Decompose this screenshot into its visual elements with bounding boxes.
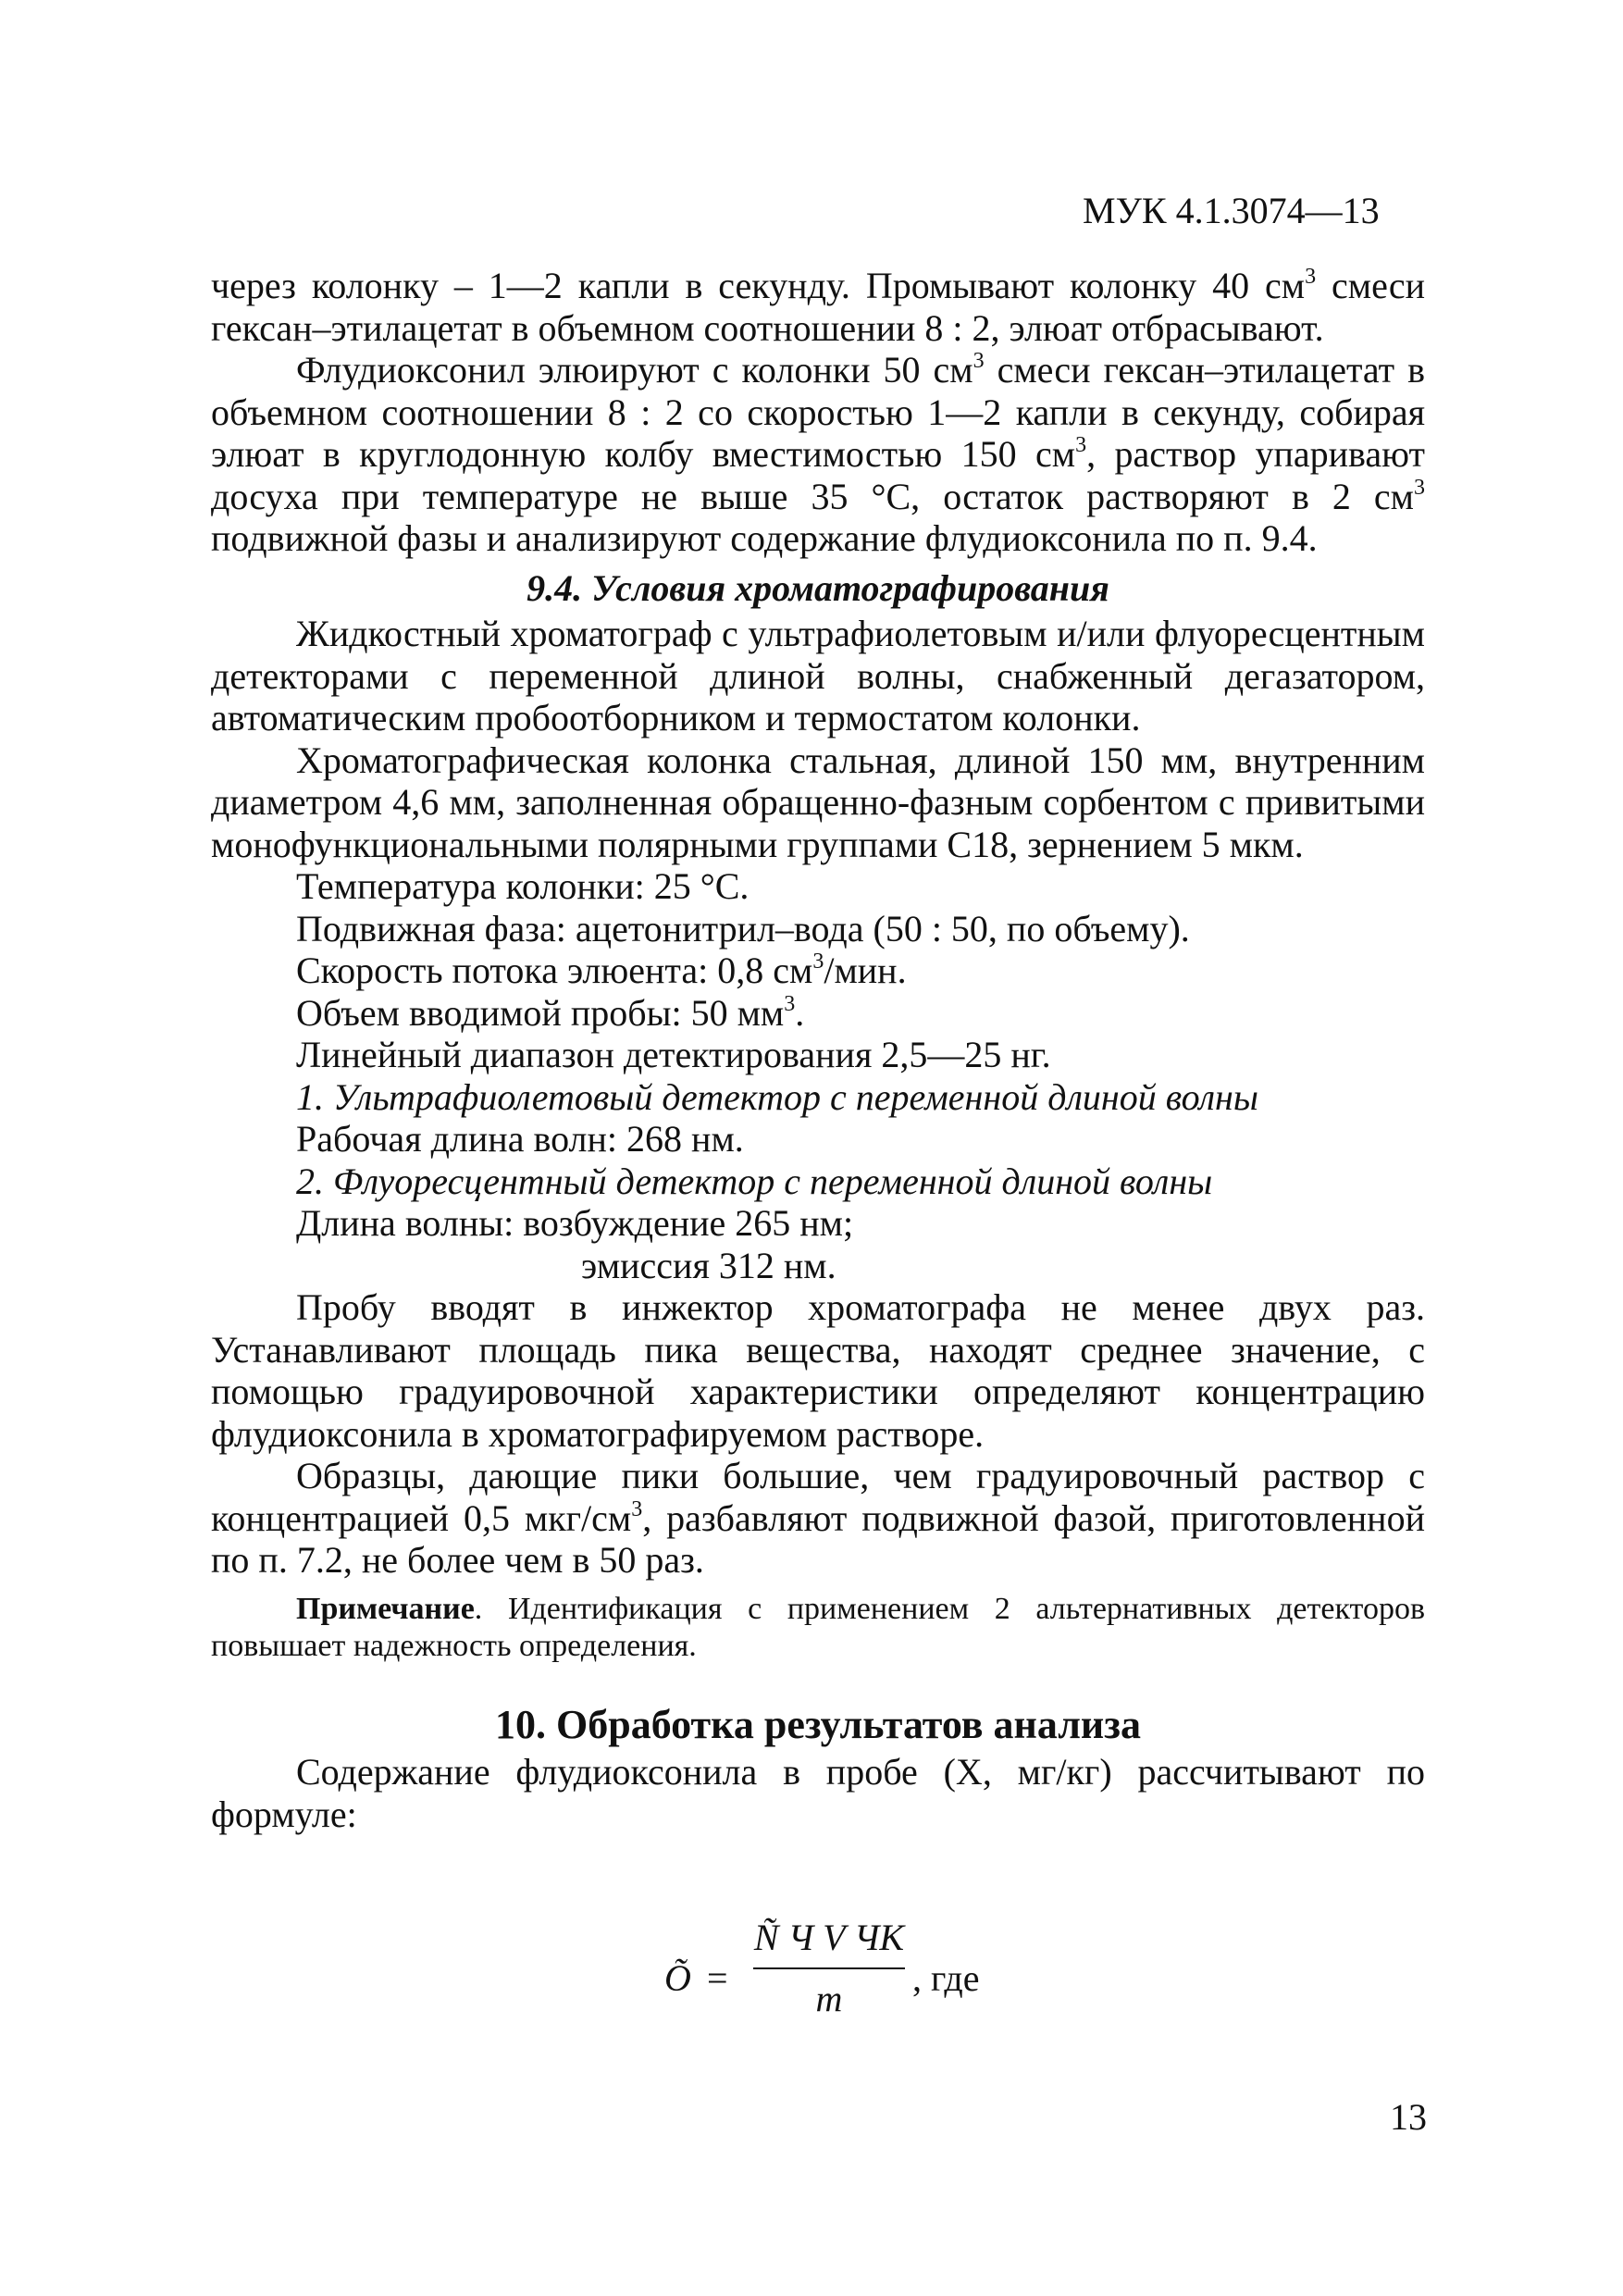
- paragraph: Содержание флудиоксонила в пробе (X, мг/кг) рассчитывают по формуле:: [211, 1751, 1425, 1835]
- text: Флудиоксонил элюируют с колонки 50 см: [296, 349, 973, 391]
- paragraph: [211, 265, 1425, 349]
- paragraph: Пробу вводят в инжектор хроматографа не менее двух раз. Устанавливают площадь пика вещества, находят среднее значение, с помощью градуировочной характеристики определяют концентрацию флудиоксонила в хроматографируемом растворе.: [211, 1286, 1425, 1455]
- paragraph: [211, 349, 1425, 560]
- superscript: 3: [631, 1496, 643, 1521]
- text: подвижной фазы и анализируют содержание флудиоксонила по п. 9.4.: [211, 517, 1318, 559]
- note: [211, 1591, 1425, 1665]
- superscript: 3: [973, 349, 985, 373]
- paragraph: [211, 1455, 1425, 1582]
- superscript: 3: [1414, 475, 1425, 500]
- text: смеси гексан–этилацетат в объемном соотношении 8 : 2, элюат отбрасывают.: [211, 265, 1425, 349]
- mobile-phase: Подвижная фаза: ацетонитрил–вода (50 : 50, по объему).: [296, 907, 1190, 949]
- body-text: [211, 265, 1425, 1835]
- formula-lhs: Õ: [664, 1957, 691, 1999]
- formula-equals: =: [707, 1957, 728, 1999]
- uv-detector-heading: 1. Ультрафиолетовый детектор с переменной длиной волны: [296, 1075, 1258, 1118]
- emission-wavelength: эмиссия 312 нм.: [581, 1244, 836, 1286]
- excitation-wavelength: Длина волны: возбуждение 265 нм;: [296, 1202, 854, 1244]
- injection-volume: [211, 992, 1425, 1035]
- superscript: 3: [784, 991, 796, 1016]
- text: смеси гексан–этилацетат в объемном соотношении 8 : 2 со скоростью 1—2 капли в секунду, собирая элюат в круглодонную колбу вместимостью 150 см: [211, 349, 1425, 475]
- text: .: [795, 991, 805, 1034]
- formula-denominator: m: [815, 1978, 843, 2019]
- text: Скорость потока элюента: 0,8 см: [296, 949, 813, 991]
- note-text: . Идентификация с применением 2 альтернативных детекторов повышает надежность определения.: [211, 1591, 1425, 1663]
- text: , разбавляют подвижной фазой, приготовленной по п. 7.2, не более чем в 50 раз.: [211, 1496, 1425, 1581]
- fraction-bar: [753, 1967, 905, 1969]
- section-heading-9-4: 9.4. Условия хроматографирования: [527, 566, 1109, 609]
- paragraph: Жидкостный хроматограф с ультрафиолетовым и/или флуоресцентным детекторами с переменной длиной волны, снабженный дегазатором, автоматическим пробоотборником и термостатом колонки.: [211, 613, 1425, 738]
- column-temperature: Температура колонки: 25 °С.: [296, 865, 750, 907]
- formula-suffix: , где: [912, 1957, 980, 1999]
- section-heading-10: 10. Обработка результатов анализа: [495, 1701, 1141, 1747]
- note-label: Примечание: [296, 1591, 475, 1626]
- text: через колонку – 1—2 капли в секунду. Промывают колонку 40 см: [211, 265, 1306, 306]
- superscript: 3: [1305, 265, 1317, 289]
- text: Объем вводимой пробы: 50 мм: [296, 991, 785, 1034]
- fluorescence-detector-heading: 2. Флуоресцентный детектор с переменной длиной волны: [296, 1160, 1213, 1202]
- formula: [664, 1916, 1016, 2017]
- formula-numerator: Ñ Ч V ЧK: [753, 1917, 905, 1958]
- text: /мин.: [824, 949, 907, 991]
- uv-wavelength: Рабочая длина волн: 268 нм.: [296, 1118, 744, 1160]
- linear-range: Линейный диапазон детектирования 2,5—25 нг.: [296, 1034, 1051, 1075]
- text: Образцы, дающие пики большие, чем градуировочный раствор с концентрацией 0,5 мкг/см: [211, 1455, 1425, 1539]
- superscript: 3: [1075, 433, 1087, 457]
- page-number: 13: [1390, 2096, 1427, 2138]
- superscript: 3: [812, 949, 824, 974]
- running-header: МУК 4.1.3074—13: [1083, 190, 1380, 231]
- text: , раствор упаривают досуха при температуре не выше 35 °С, остаток растворяют в 2 см: [211, 433, 1425, 517]
- paragraph: Хроматографическая колонка стальная, длиной 150 мм, внутренним диаметром 4,6 мм, заполненная обращенно-фазным сорбентом с привитыми монофункциональными полярными группами С18, зернением 5 мкм.: [211, 738, 1425, 865]
- flow-rate: [211, 949, 1425, 992]
